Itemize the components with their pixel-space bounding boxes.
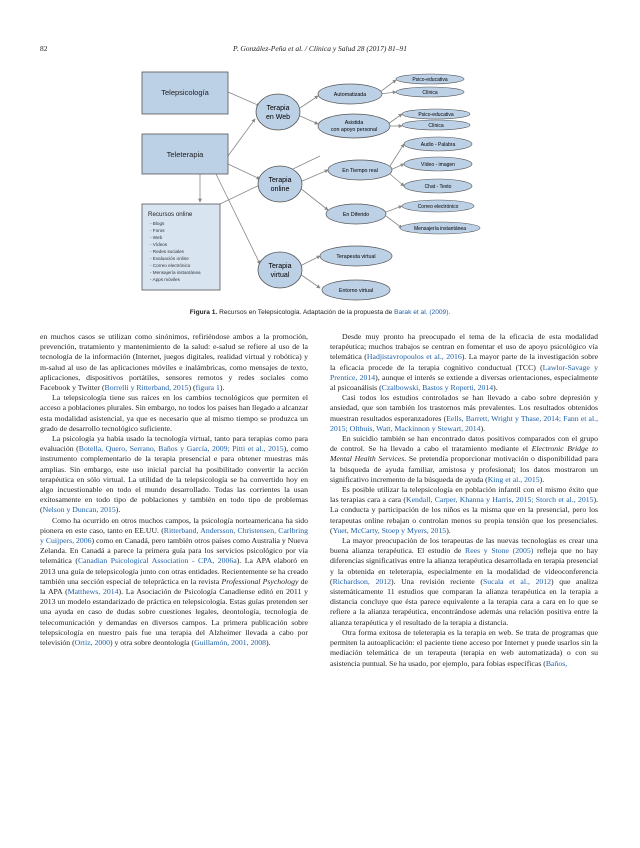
resource-item: - Mensajería instantánea	[150, 270, 201, 275]
text-run: ).	[266, 638, 271, 648]
left-paragraph-3	[40, 434, 308, 516]
left-column	[40, 332, 308, 648]
svg-text:Terapia: Terapia	[266, 105, 290, 112]
text-run: ), como instrumento complementario de la terapia presencial e para obtener muestras más amplias. Sin embargo, este uso inicial parcial ha posibilitado convertir la acción terapéutica en sólo virtual. La utilidad de la telepsicología se ha convertido hoy en algo incuestionable en todo el mundo desarrollado. Todas las corrientes la usan exitosamente en todo tipo de poblaciones y también en todo tipo de problemas (	[40, 444, 308, 515]
svg-text:con apoyo personal: con apoyo personal	[330, 127, 378, 133]
figure-caption: Figura 1. Recursos en Telepsicología. Adaptación de la propuesta de Barak et al. (2009).	[189, 309, 451, 316]
svg-text:Mensajería instantánea: Mensajería instantánea	[414, 226, 466, 232]
resource-item: - Blogs	[150, 221, 165, 226]
citation-link[interactable]: Ortiz, 2000	[74, 638, 110, 648]
journal-citation: P. González-Peña et al. / Clínica y Salud 28 (2017) 81–91	[232, 44, 407, 53]
text-run: ). La APA elaboró en 2013 una guía de telepsicología junto con otras entidades. Recientemente se ha creado también una sección especial de telepráctica en la revista	[40, 556, 309, 586]
text-run: ).	[115, 505, 121, 515]
text-run: En suicidio también se han encontrado datos positivos comparados con el grupo de control. Se ha llevado a cabo el tratamiento mediante el	[330, 434, 598, 454]
svg-text:Chat - Texto: Chat - Texto	[424, 184, 452, 190]
citation-link[interactable]: Kendall, Carper, Khanna y Harris, 2015; Storch et al., 2015	[405, 495, 594, 505]
text-run: Casi todos los estudios controlados se han llevado a cabo sobre depresión y ansiedad, que son también los trastornos más prevalentes. Los resultados obtenidos muestran resultados esperanzadores (	[330, 393, 598, 423]
text-run: ). La Asociación de Psicología Canadiense editó en 2011 y 2013 un modelo estandarizado de práctica en telepsicología. Estas guías pretenden ser una ayuda en caso de dudas sobre cuestiones legales, deontología, tecnología de telecomunicación y demandas en diversos campos. La primera publicación sobre telepsicología en nuestro país fue una terapia del Alzheimer llevada a cabo por televisión (	[40, 587, 308, 648]
caption-text: Recursos en Telepsicología. Adaptación de la propuesta de	[219, 309, 393, 316]
resource-item: - Vídeos	[150, 242, 168, 247]
svg-text:Clínica: Clínica	[428, 123, 444, 129]
text-run: ).	[539, 474, 545, 484]
chat-texto-node	[404, 179, 472, 193]
left-paragraph-1	[40, 332, 308, 393]
mensajeria-node	[400, 222, 480, 234]
terapia-web-node	[256, 94, 300, 130]
correo-node	[402, 200, 474, 212]
text-run: Como ha ocurrido en otros muchos campos, la psicología norteamericana ha sido pionera en este caso, tanto en EE.UU. (	[40, 515, 308, 535]
svg-text:Correo electrónico: Correo electrónico	[417, 204, 459, 210]
clinica-1-node	[396, 87, 464, 97]
video-imagen-node	[404, 157, 472, 171]
svg-text:Automatizada: Automatizada	[333, 92, 367, 98]
text-run: ) (	[188, 383, 196, 393]
svg-text:Vídeo - imagen: Vídeo - imagen	[421, 162, 455, 168]
citation-link[interactable]: Sucala et al., 2012	[482, 576, 552, 586]
citation-link[interactable]: Richardson, 2012	[332, 576, 391, 586]
caption-ref-link[interactable]: Barak et al. (2009)	[394, 309, 449, 316]
svg-text:Terapeuta virtual: Terapeuta virtual	[336, 254, 376, 260]
terapeuta-virtual-node	[320, 246, 392, 266]
resource-item: - Correo electrónico	[150, 263, 191, 268]
svg-text:Asistida: Asistida	[344, 120, 364, 126]
page-number: 82	[40, 44, 48, 53]
italic-text: Electronic Bridge to Mental Health Services	[330, 444, 598, 464]
right-paragraph-3	[330, 434, 598, 485]
text-run: ).	[493, 383, 498, 393]
resource-item: - Redes sociales	[150, 249, 184, 254]
citation-link[interactable]: Matthews, 2014	[67, 587, 119, 597]
text-run: en muchos casos se utilizan como sinónimos, refiriéndose ambos a la promoción, prevención, tratamiento y mantenimiento de la salud: e-salud se refiere al uso de la tecnología de la información (Internet, juegos digitales, realidad virtual y robótica) y m-salud al uso de las aplicaciones móviles e inalámbricas, como mensajes de texto, aplicaciones, dispositivos portátiles, sensores remotos y redes sociales como Facebook y Twitter (	[40, 332, 308, 393]
svg-text:virtual: virtual	[270, 272, 290, 279]
svg-text:Terapia: Terapia	[268, 263, 292, 270]
italic-text: Professional Psychology	[221, 576, 299, 586]
text-run: ), aunque el interés se extiende a diversas orientaciones, especialmente al psicoanálisis (	[330, 372, 598, 393]
citation-link[interactable]: Yuet, McCarty, Stoep y Myers, 2015	[332, 525, 447, 535]
citation-link[interactable]: Hadjistavropoulos et al., 2016	[366, 352, 462, 362]
text-run: ). La mayor parte de la investigación sobre la eficacia procede de la terapia cognitivo conductual (TCC) (	[330, 352, 599, 372]
svg-text:en Web: en Web	[266, 114, 290, 121]
text-run: Es posible utilizar la telepsicología en población infantil con el mismo éxito que las terapias cara a cara (	[330, 485, 598, 505]
resource-item: - Web	[150, 235, 163, 240]
citation-link[interactable]: Czalbowski, Bastos y Roperti, 2014	[381, 383, 494, 393]
caption-label: Figura 1.	[189, 309, 218, 316]
text-run: ).	[219, 383, 225, 393]
citation-link[interactable]: King et al., 2015	[487, 474, 540, 484]
page-header	[40, 44, 600, 58]
telepsicologia-label: Telepsicología	[161, 88, 209, 97]
right-paragraph-2	[330, 393, 598, 434]
right-paragraph-5	[330, 536, 598, 628]
citation-link[interactable]: Eells, Barrett, Wright y Thase, 2014; Fann et al., 2015; Olthuis, Watt, Mackinnon y Stewart, 2014	[330, 413, 599, 433]
right-paragraph-1	[330, 332, 598, 393]
text-run: . Se pretendía proporcionar motivación o disponibilidad para la búsqueda de ayuda familiar, amistosa y profesional; los datos mostraron un significativo incremento de la búsqueda de ayuda (	[330, 454, 598, 484]
asistida-node	[318, 114, 390, 138]
text-run: refleja que no hay diferencias significativas entre la alianza terapéutica desarrollada en terapia presencial y la obtenida en teleterapia, especialmente en la modalidad de videoconferencia (	[330, 546, 598, 586]
citation-link[interactable]: Canadian Psicological Association - CPA, 2006a	[77, 556, 237, 566]
svg-text:Clínica: Clínica	[422, 90, 438, 96]
tiempo-real-node	[328, 160, 392, 180]
citation-link[interactable]: Borrelli y Ritterband, 2015	[104, 383, 189, 393]
svg-text:En Tiempo real: En Tiempo real	[342, 168, 378, 174]
text-run: ) como en Canadá, pero también otros países como Australia y Nueva Zelanda. En Canadá a parece la primera guía para los servicios psicológico por vía telemática (	[40, 536, 309, 566]
text-run: ). La conducta y participación de los niños es la misma que en la presencial, pero los terapeutas online rebajan o controlan menos su propia tensión que los presenciales. (	[330, 495, 598, 535]
text-run: La psicología ya había usado la tecnología virtual, tanto para terapias como para evaluación (	[40, 434, 308, 454]
text-run: La telepsicología tiene sus raíces en los cambios tecnológicos que permiten el acceso a poblaciones plurales. Sin embargo, no todos los países han llegado a alcanzar esta modalidad asistencial, ya que es necesario que al mismo tiempo se produzca un grado de desarrollo tecnológico suficiente.	[40, 393, 308, 433]
diferido-node	[326, 204, 386, 224]
left-paragraph-4	[40, 516, 308, 649]
svg-text:Terapia: Terapia	[268, 177, 292, 184]
psico-educativa-1-node	[396, 74, 464, 84]
svg-text:Psico-educativa: Psico-educativa	[418, 112, 454, 118]
citation-link[interactable]: Ritterband, Andersson, Christensen, Carlbring y Cuijpers, 2006	[40, 525, 308, 546]
citation-link[interactable]: figura 1	[195, 383, 220, 393]
resources-title: Recursos online	[148, 211, 193, 218]
citation-link[interactable]: Guillamón, 2001, 2008	[194, 638, 267, 648]
svg-text:Psico-educativa: Psico-educativa	[412, 77, 448, 83]
text-run: Otra forma exitosa de teleterapia es la terapia en web. Se trata de programas que permiten la autoaplicación: el paciente tiene acceso por Internet y puede usarlos sin la mediación telemática de un terapeuta (terapia en web automatizada) o con su asistencia puntual. Se ha usado, por ejemplo, para fobias específicas (	[330, 627, 598, 668]
resource-item: - Apps móviles	[150, 277, 180, 282]
automatizada-node	[318, 84, 382, 104]
teleterapia-label: Teleterapia	[166, 150, 204, 159]
teleterapia-box	[142, 134, 228, 174]
figure-diagram	[140, 64, 512, 304]
terapia-online-node	[258, 166, 302, 202]
text-run: ).	[480, 423, 486, 433]
text-run: ) que analiza sistemáticamente 11 estudios que comparan la alianza terapéutica en la terapia a distancia concluye que ésta parece equivalente a la terapia cara a cara en lo que se refiere a la alianza terapéutica, encontrándose además una relación positiva entre la alianza terapéutica y el resultado de la terapia a distancia.	[330, 576, 598, 627]
telepsicologia-box	[142, 72, 228, 114]
text-run: ).	[446, 525, 451, 535]
svg-text:En Diferido: En Diferido	[342, 212, 370, 218]
right-paragraph-6	[330, 628, 598, 669]
citation-link[interactable]: Nelson y Duncan, 2015	[42, 505, 116, 515]
text-run: de la APA (	[40, 576, 308, 597]
right-paragraph-4	[330, 485, 598, 536]
audio-palabra-node	[404, 137, 472, 151]
citation-link[interactable]: Baños,	[545, 658, 568, 668]
svg-text:online: online	[270, 186, 290, 193]
right-column	[330, 332, 598, 669]
entorno-virtual-node	[322, 280, 390, 300]
text-run: ) y otra sobre deontología (	[109, 638, 195, 648]
terapia-virtual-node	[258, 252, 302, 288]
clinica-2-node	[402, 120, 470, 130]
svg-text:Audio - Palabra: Audio - Palabra	[420, 142, 456, 148]
resources-box	[142, 204, 220, 290]
citation-link[interactable]: Rees y Stone (2005)	[465, 546, 534, 556]
resource-item: - Evaluación online	[150, 256, 189, 261]
citation-link[interactable]: Lawlor-Savage y Prentice, 2014	[330, 362, 598, 382]
svg-text:Entorno virtual: Entorno virtual	[338, 288, 374, 294]
resource-item: - Foros	[150, 228, 165, 233]
text-run: ). Una revisión reciente (	[390, 576, 483, 586]
text-run: Desde muy pronto ha preocupado el tema de la eficacia de esta modalidad terapéutica; muchos trabajos se centran en fomentar el uso de apoyo psicológico vía telemática (	[330, 332, 598, 362]
text-run: La mayor preocupación de los terapeutas de las nuevas tecnologías es crear una buena alianza terapéutica. El estudio de	[330, 536, 598, 556]
left-paragraph-2	[40, 393, 308, 434]
figure-1	[140, 64, 512, 304]
psico-educativa-2-node	[402, 109, 470, 119]
citation-link[interactable]: Botella, Quero, Serrano, Baños y García, 2009; Pitti et al., 2015	[78, 444, 284, 454]
